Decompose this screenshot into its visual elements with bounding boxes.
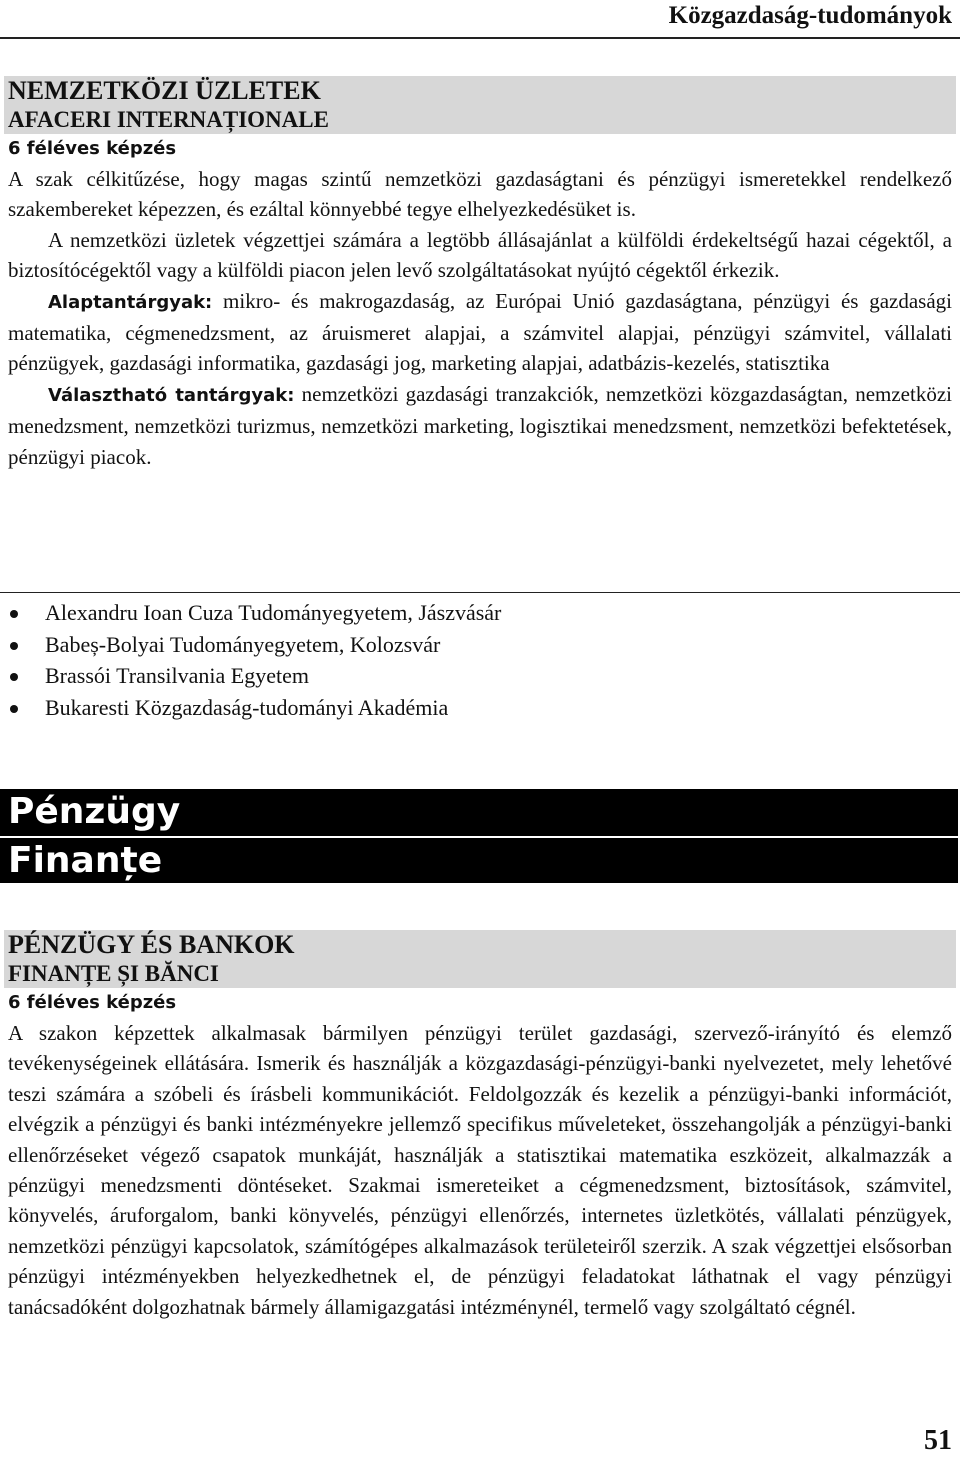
program-title: PÉNZÜGY ÉS BANKOK xyxy=(4,930,956,960)
header-divider xyxy=(0,37,960,39)
elective-subjects-text: nemzetközi gazdasági tranzakciók, nemzetközi közgazdaságtan, nemzetközi menedzsment, nemzetközi turizmus, nemzetközi marketing, logisztikai menedzsment, nemzetközi befektetések, pénzügyi piacok. xyxy=(8,381,952,469)
university-item: Babeș-Bolyai Tudományegyetem, Kolozsvár xyxy=(0,629,501,661)
category-banner-romanian: Finanțe xyxy=(0,838,958,883)
university-item: Bukaresti Közgazdaság-tudományi Akadémia xyxy=(0,692,501,724)
page-number: 51 xyxy=(924,1425,952,1456)
category-banner-hungarian: Pénzügy xyxy=(0,789,958,836)
program-description: A szak célkitűzése, hogy magas szintű nemzetközi gazdaságtani és pénzügyi ismeretekkel rendelkező szakembereket képezzen, és ezáltal könnyebbé tegye elhelyezkedésüket is. xyxy=(8,167,952,222)
program-subtitle: FINANȚE ȘI BĂNCI xyxy=(4,960,956,988)
career-description: A nemzetközi üzletek végzettjei számára a legtöbb állásajánlat a külföldi érdekeltségű hazai cégektől, a biztosítócégektől vagy a külföldi piacon jelen levő szolgáltatásokat nyújtó cégektől érkezik. xyxy=(8,227,952,283)
elective-subjects-label: Választható tantárgyak: xyxy=(48,384,295,406)
university-list xyxy=(0,597,501,723)
running-header-title: Közgazdaság-tudományok xyxy=(668,2,952,29)
core-subjects-label: Alaptantárgyak: xyxy=(48,291,213,313)
program-subtitle: AFACERI INTERNAȚIONALE xyxy=(4,106,956,134)
core-subjects xyxy=(4,286,956,379)
section-divider xyxy=(0,592,960,593)
program-title: NEMZETKÖZI ÜZLETEK xyxy=(4,76,956,106)
program-section-finance-banking xyxy=(4,930,956,1322)
core-subjects-text: mikro- és makrogazdaság, az Európai Unió gazdaságtana, pénzügyi és gazdasági matematika, cégmenedzsment, az áruismeret alapjai, a számvitel alapjai, pénzügyi számvitel, vállalati pénzügyek, gazdasági informatika, gazdasági jog, marketing alapjai, adatbázis-kezelés, statisztika xyxy=(8,288,952,376)
program-duration: 6 féléves képzés xyxy=(8,992,177,1013)
program-duration: 6 féléves képzés xyxy=(8,138,177,159)
university-item: Alexandru Ioan Cuza Tudományegyetem, Jászvásár xyxy=(0,597,501,629)
program-section-international-business xyxy=(4,76,956,472)
university-item: Brassói Transilvania Egyetem xyxy=(0,660,501,692)
elective-subjects xyxy=(4,379,956,472)
program-description: A szakon képzettek alkalmasak bármilyen pénzügyi terület gazdasági, szervező-irányító és elemző tevékenységeinek ellátására. Ismerik és használják a közgazdasági-pénzügyi-banki nyelvezetet, mely lehetővé teszi számára a szóbeli és írásbeli kommunikációt. Feldolgozzák és kezelik a pénzügyi-banki információt, elvégzik a pénzügyi és banki intézményekre jellemző specifikus műveleteket, összehangolják a pénzügyi-banki ellenőrzéseket végező csapatok munkáját, használják a statisztikai matematika eszközeit, alkalmazzák a pénzügyi menedzsmenti döntéseket. Szakmai ismereteiket a cégmenedzsment, biztosítások, számvitel, könyvelés, áruforgalom, banki könyvelés, pénzügyi ellenőrzés, internetes üzletkötés, vállalati pénzügyek, nemzetközi pénzügyi kapcsolatok, számítógépes alkalmazások területeiről szerzik. A szak végzettjei elsősorban pénzügyi intézményekben helyezkedhetnek el, de pénzügyi feladatokat láthatnak el vagy pénzügyi tanácsadóként dolgozhatnak bármely államigazgatási intézménynél, termelő vagy szolgáltató cégnél. xyxy=(8,1021,952,1319)
